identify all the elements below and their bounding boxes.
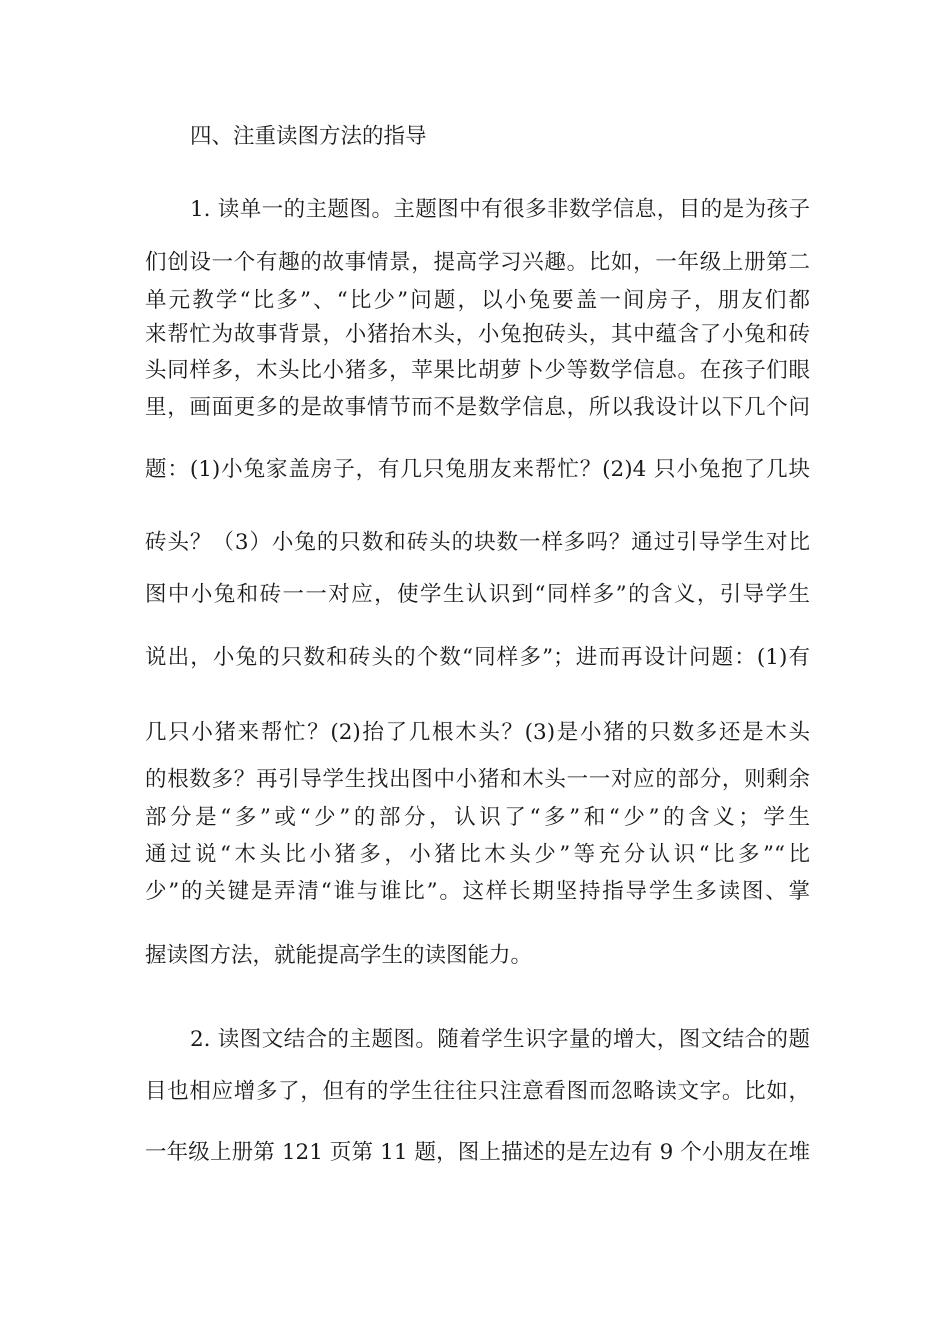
paragraph-line: 题：(1)小兔家盖房子，有几只兔朋友来帮忙？(2)4 只小兔抱了几块 [145, 457, 810, 482]
section-heading: 四、注重读图方法的指导 [190, 124, 427, 149]
paragraph-line: 图中小兔和砖一一对应，使学生认识到“同样多”的含义，引导学生 [145, 582, 810, 607]
paragraph-line: 通过说“木头比小猪多，小猪比木头少”等充分认识“比多”“比 [145, 842, 810, 867]
paragraph-line: 单元教学“比多”、“比少”问题，以小兔要盖一间房子，朋友们都 [145, 288, 810, 313]
paragraph-line: 的根数多？再引导学生找出图中小猪和木头一一对应的部分，则剩余 [145, 767, 810, 792]
paragraph-line: 们创设一个有趣的故事情景，提高学习兴趣。比如，一年级上册第二 [145, 250, 810, 275]
paragraph-line: 部分是“多”或“少”的部分，认识了“多”和“少”的含义；学生 [145, 805, 810, 830]
paragraph-line: 头同样多，木头比小猪多，苹果比胡萝卜少等数学信息。在孩子们眼 [145, 358, 810, 383]
paragraph-line: 目也相应增多了，但有的学生往往只注意看图而忽略读文字。比如， [145, 1079, 810, 1104]
paragraph-line: 来帮忙为故事背景，小猪抬木头，小兔抱砖头，其中蕴含了小兔和砖 [145, 322, 810, 347]
paragraph-line: 少”的关键是弄清“谁与谁比”。这样长期坚持指导学生多读图、掌 [145, 879, 810, 904]
paragraph-line: 里，画面更多的是故事情节而不是数学信息，所以我设计以下几个问 [145, 395, 810, 420]
paragraph-line: 握读图方法，就能提高学生的读图能力。 [145, 943, 533, 968]
paragraph-line: 砖头？（3）小兔的只数和砖头的块数一样多吗？通过引导学生对比 [145, 530, 810, 555]
paragraph-line: 几只小猪来帮忙？(2)抬了几根木头？(3)是小猪的只数多还是木头 [145, 720, 810, 745]
paragraph-line: 1. 读单一的主题图。主题图中有很多非数学信息，目的是为孩子 [190, 197, 810, 222]
paragraph-line: 说出，小兔的只数和砖头的个数“同样多”；进而再设计问题：(1)有 [145, 645, 810, 670]
paragraph-line: 一年级上册第 121 页第 11 题，图上描述的是左边有 9 个小朋友在堆 [145, 1140, 810, 1165]
paragraph-line: 2. 读图文结合的主题图。随着学生识字量的增大，图文结合的题 [190, 1027, 810, 1052]
